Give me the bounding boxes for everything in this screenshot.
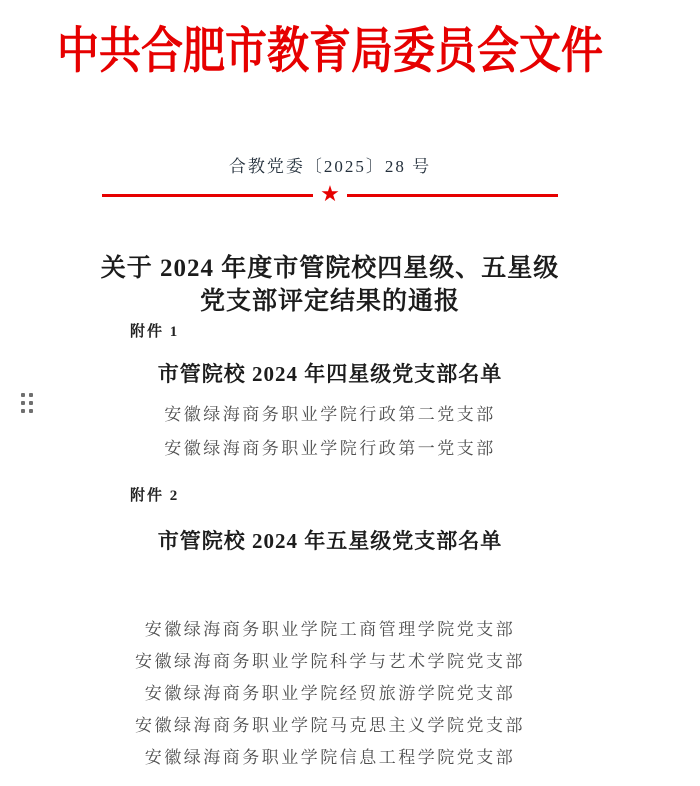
red-rule-left-segment xyxy=(102,194,313,197)
notice-title-line2: 党支部评定结果的通报 xyxy=(199,288,460,315)
document-page xyxy=(0,16,700,786)
list-item: 安徽绿海商务职业学院工商管理学院党支部 xyxy=(144,620,516,639)
attachment2-label: 附件 2 xyxy=(130,488,180,504)
five-star-list-heading: 市管院校 2024 年五星级党支部名单 xyxy=(157,529,503,553)
red-separator-rule xyxy=(102,184,558,206)
list-item: 安徽绿海商务职业学院行政第一党支部 xyxy=(164,439,496,458)
red-rule-right-segment xyxy=(347,194,558,197)
official-document xyxy=(0,16,660,774)
list-item: 安徽绿海商务职业学院行政第二党支部 xyxy=(164,405,496,424)
four-star-branch-list xyxy=(0,398,660,466)
list-item: 安徽绿海商务职业学院科学与艺术学院党支部 xyxy=(135,652,525,671)
notice-title-line1: 关于 2024 年度市管院校四星级、五星级 xyxy=(100,255,560,282)
five-star-branch-list xyxy=(0,614,660,774)
list-item: 安徽绿海商务职业学院马克思主义学院党支部 xyxy=(135,716,525,735)
list-item: 安徽绿海商务职业学院信息工程学院党支部 xyxy=(144,748,516,767)
attachment1-label: 附件 1 xyxy=(130,324,180,340)
star-icon: ★ xyxy=(320,182,340,207)
document-masthead: 中共合肥市教育局委员会文件 xyxy=(56,24,603,80)
notice-title xyxy=(0,252,660,318)
document-number: 合教党委〔2025〕28 号 xyxy=(228,157,432,176)
list-item: 安徽绿海商务职业学院经贸旅游学院党支部 xyxy=(144,684,516,703)
four-star-list-heading: 市管院校 2024 年四星级党支部名单 xyxy=(157,362,503,386)
